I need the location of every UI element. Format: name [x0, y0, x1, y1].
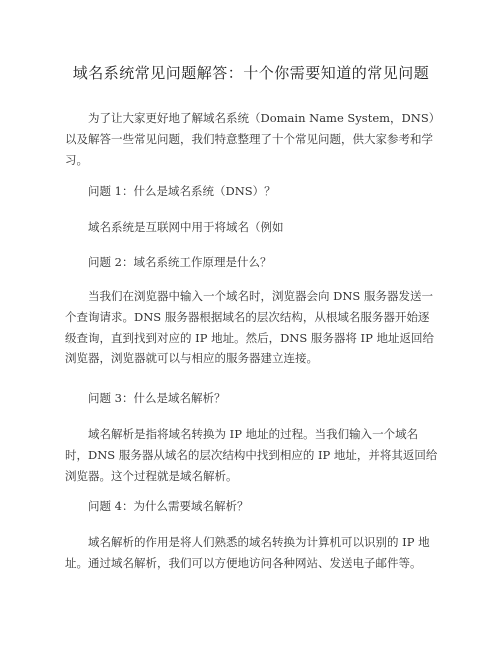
answer-4-paragraph: 域名解析的作用是将人们熟悉的域名转换为计算机可以识别的 IP 地址。通过域名解析，我们可以方便地访问各种网站、发送电子邮件等。 — [65, 535, 430, 570]
question-1-heading: 问题 1：什么是域名系统（DNS）？ — [88, 184, 276, 198]
answer-3-paragraph: 域名解析是指将域名转换为 IP 地址的过程。当我们输入一个域名时，DNS 服务器从域名的层次结构中找到相应的 IP 地址，并将其返回给浏览器。这个过程就是域名解析。 — [65, 427, 438, 483]
intro-paragraph: 为了让大家更好地了解域名系统（Domain Name System，DNS）以及解答一些常见问题，我们特意整理了十个常见问题，供大家参考和学习。 — [65, 111, 435, 167]
answer-2-paragraph: 当我们在浏览器中输入一个域名时，浏览器会向 DNS 服务器发送一个查询请求。DNS 服务器根据域名的层次结构，从根域名服务器开始逐级查询，直到找到对应的 IP 地址。然后，DNS 服务器将 IP 地址返回给浏览器，浏览器就可以与相应的服务器建立连接。 — [65, 289, 434, 366]
question-2-heading: 问题 2：域名系统工作原理是什么？ — [88, 255, 272, 269]
question-4-heading: 问题 4：为什么需要域名解析？ — [88, 499, 249, 513]
document-title: 域名系统常见问题解答：十个你需要知道的常见问题 — [72, 64, 430, 82]
question-3-heading: 问题 3：什么是域名解析？ — [88, 391, 226, 405]
answer-1-paragraph: 域名系统是互联网中用于将域名（例如 — [88, 220, 284, 234]
